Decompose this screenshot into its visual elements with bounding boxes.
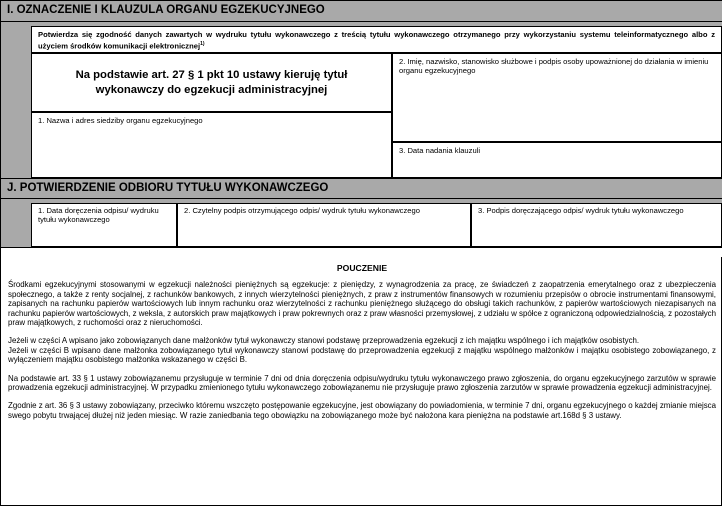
delivery-date-label: 1. Data doręczenia odpisu/ wydruku tytułu wykonawczego [38,206,159,224]
organ-address-field[interactable] [31,112,392,178]
section-i-left-margin [1,22,31,178]
deliverer-signature-label: 3. Podpis doręczającego odpis/ wydruk tytułu wykonawczego [478,206,684,215]
recipient-signature-field[interactable] [177,203,471,247]
pouczenie-title: POUCZENIE [336,263,388,273]
pouczenie-paragraph-4: Zgodnie z art. 36 § 3 ustawy zobowiązany, przeciwko któremu wszczęto postępowanie egzekucyjne, jest obowiązany do powiadomienia, w terminie 7 dni, organu egzekucyjnego o każdej zmianie miejsca swego pobytu trwającej dłużej niż jeden miesiąc. W razie zaniedbania tego obowiązku na zobowiązanego może być nałożona kara pieniężna na podstawie art.168d § 3 ustawy. [8,401,716,420]
clause-text: Na podstawie art. 27 § 1 pkt 10 ustawy kieruję tytuł wykonawczy do egzekucji administracyjnej [75,68,348,96]
section-i-title: I. OZNACZENIE I KLAUZULA ORGANU EGZEKUCYJNEGO [7,4,325,16]
pouczenie-paragraph-2b: Jeżeli w części B wpisano dane małżonka zobowiązanego tytuł wykonawczy stanowi podstawę do przeprowadzenia egzekucji z majątku wspólnego małżonków i majątku osobistego zobowiązanego, z wyłączeniem majątku osobistego małżonka wskazanego w części B. [8,345,716,365]
confirmation-cell [31,26,722,53]
recipient-signature-label: 2. Czytelny podpis otrzymującego odpis/ wydruk tytułu wykonawczego [184,206,420,215]
section-i-header [1,1,722,22]
section-j-left-margin [1,199,31,247]
pouczenie-paragraph-2a: Jeżeli w części A wpisano jako zobowiązanych dane małżonków tytuł wykonawczy stanowi podstawę przeprowadzenia egzekucji z ich majątku wspólnego i ich majątków osobistych. [8,336,640,346]
section-j-header [1,178,722,199]
pouczenie-paragraph-3: Na podstawie art. 33 § 1 ustawy zobowiązanemu przysługuje w terminie 7 dni od dnia doręczenia odpisu/wydruku tytułu wykonawczego prawo zgłoszenia, do organu egzekucyjnego zarzutów w sprawie prowadzenia egzekucji administracyjnej. W przypadku zmienionego tytułu wykonawczego zobowiązanemu nie przysługuje prawo zgłoszenia zarzutów w sprawie prowadzenia egzekucji administracyjnej. [8,373,716,393]
authorized-person-field[interactable] [392,53,722,142]
clause-date-field[interactable] [392,142,722,178]
section-gap [1,247,722,257]
pouczenie-section [2,257,722,506]
confirmation-footnote: 1) [200,40,205,47]
authorized-person-label: 2. Imię, nazwisko, stanowisko służbowe i podpis osoby upoważnionej do działania w imieniu organu egzekucyjnego [399,57,709,75]
clause-cell [31,53,392,112]
deliverer-signature-field[interactable] [471,203,722,247]
section-j-title: J. POTWIERDZENIE ODBIORU TYTUŁU WYKONAWCZEGO [7,182,329,194]
pouczenie-paragraph-1: Środkami egzekucyjnymi stosowanymi w egzekucji należności pieniężnych są egzekucje: z pieniędzy, z wynagrodzenia za pracę, ze świadczeń z zaopatrzenia emerytalnego oraz z ubezpieczenia społecznego, a także z renty socjalnej, z rachunków bankowych, z innych wierzytelności pieniężnych, z praw z instrumentów finansowych w rozumieniu przepisów o obrocie instrumentami finansowymi, zapisanych na rachunku papierów wartościowych lub innym rachunku oraz wierzytelności z rachunku pieniężnego służącego do obsługi takich rachunków, z papierów wartościowych niezapisanych na rachunku papierów wartościowych, z weksla, z autorskich praw majątkowych i praw pokrewnych oraz z praw własności przemysłowej, z udziału w spółce z ograniczoną odpowiedzialnością, z pozostałych praw majątkowych, z ruchomości oraz z nieruchomości. [8,280,716,328]
clause-date-label: 3. Data nadania klauzuli [399,146,481,155]
organ-address-label: 1. Nazwa i adres siedziby organu egzekucyjnego [38,116,203,125]
confirmation-text: Potwierdza się zgodność danych zawartych w wydruku tytułu wykonawczego z treścią tytułu wykonawczego otrzymanego przy wykorzystaniu systemu teleinformatycznego albo z użyciem środków komunikacji elektronicznej [38,30,715,51]
delivery-date-field[interactable] [31,203,177,247]
